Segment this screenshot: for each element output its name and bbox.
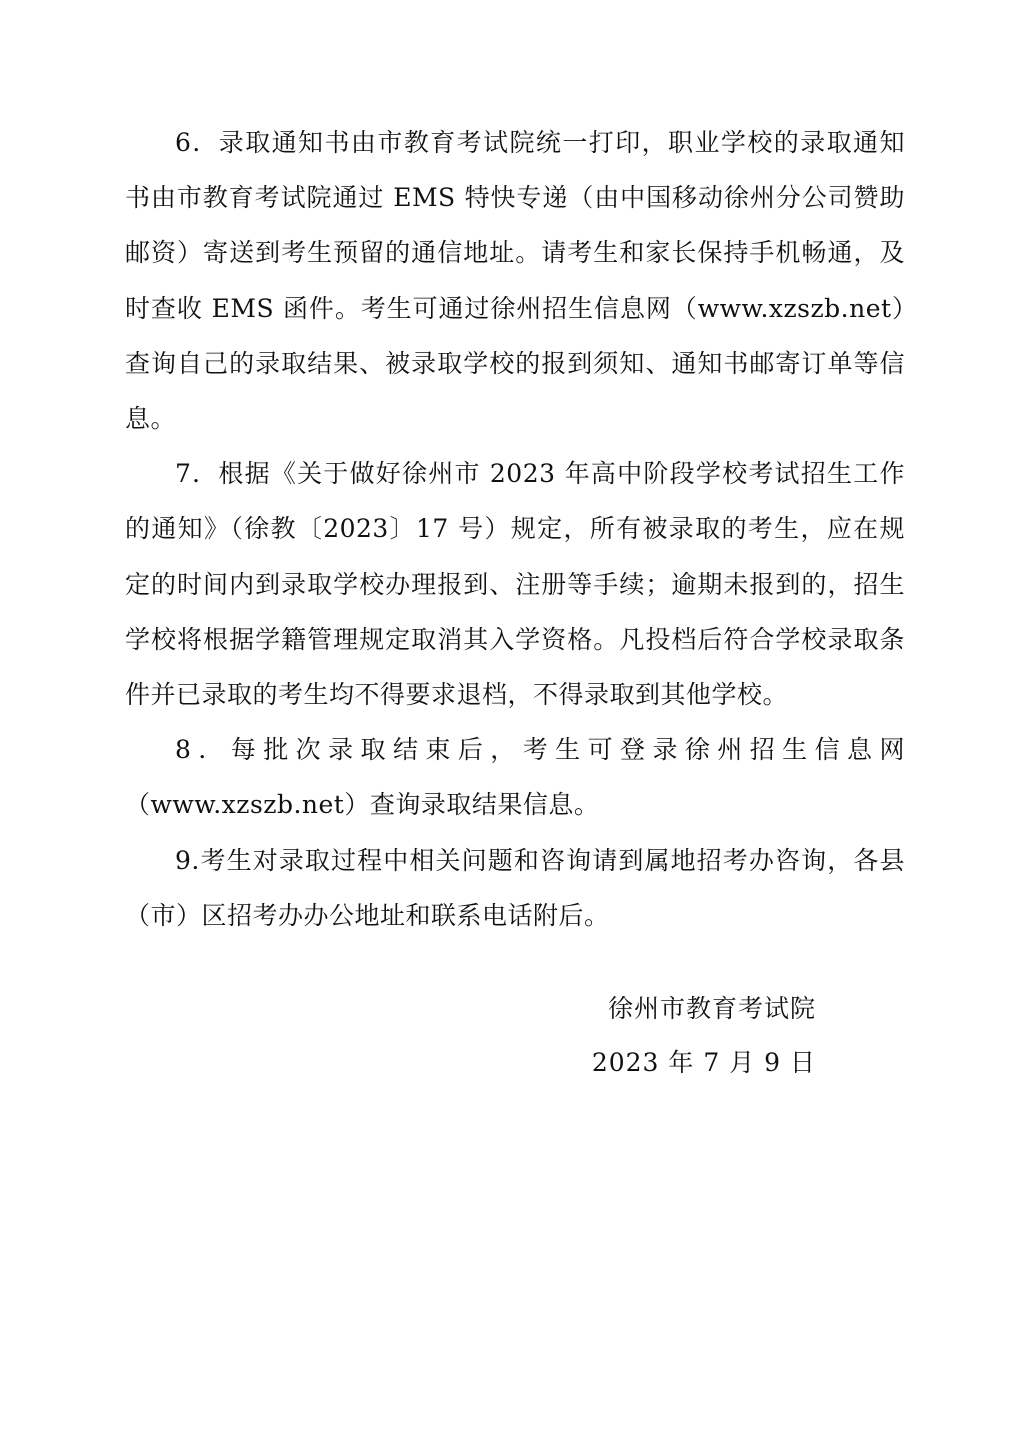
issue-date: 2023 年 7 月 9 日 — [591, 1048, 816, 1077]
paragraph-item-7: 7．根据《关于做好徐州市 2023 年高中阶段学校考试招生工作的通知》（徐教〔2023〕17 号）规定，所有被录取的考生，应在规定的时间内到录取学校办理报到、注册等手续；逾期未报到的，招生学校将根据学籍管理规定取消其入学资格。凡投档后符合学校录取条件并已录取的考生均不得要求退档，不得录取到其他学校。 — [125, 459, 905, 710]
issuing-organization: 徐州市教育考试院 — [607, 994, 816, 1023]
paragraph-item-9: 9.考生对录取过程中相关问题和咨询请到属地招考办咨询，各县（市）区招考办办公地址和联系电话附后。 — [125, 845, 905, 930]
document-body — [125, 115, 905, 943]
signature-block — [456, 982, 816, 1090]
paragraph-item-8: 8．每批次录取结束后，考生可登录徐州招生信息网（www.xzszb.net）查询录取结果信息。 — [125, 735, 905, 820]
paragraph-item-6: 6．录取通知书由市教育考试院统一打印，职业学校的录取通知书由市教育考试院通过 EMS 特快专递（由中国移动徐州分公司赞助邮资）寄送到考生预留的通信地址。请考生和家长保持手机畅通，及时查收 EMS 函件。考生可通过徐州招生信息网（www.xzszb.net）查询自己的录取结果、被录取学校的报到须知、通知书邮寄订单等信息。 — [125, 128, 905, 434]
